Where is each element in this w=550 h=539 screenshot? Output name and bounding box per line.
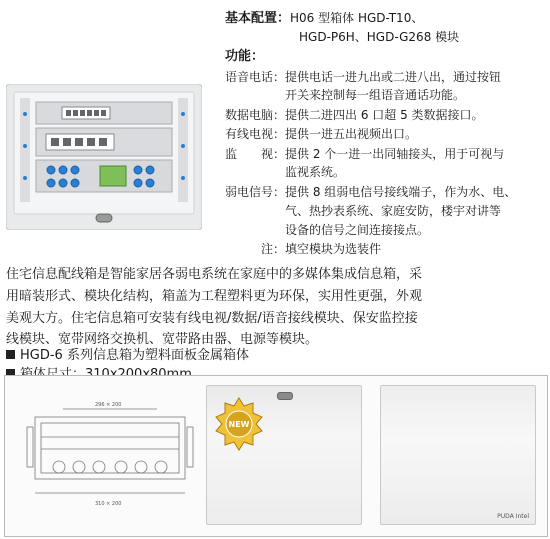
front-view-photo-plain [380,385,536,525]
spec-row-text: 监视系统。 [285,165,346,179]
description-line: 住宅信息配线箱是智能家居各弱电系统在家庭中的多媒体集成信息箱，采 [6,267,423,282]
function-label: 功能： [225,49,265,64]
spec-row-text: 气、热抄表系统、家庭安防，楼宇对讲等 [285,204,502,218]
spec-row [225,146,504,162]
spec-row-text: 提供 2 个一进一出同轴接头，用于可视与 [285,147,505,161]
spec-row-label: 有线电视： [225,127,286,141]
config-label: 基本配置： [225,11,291,26]
dim-label-top: 296 × 200 [95,402,122,408]
spec-row [225,184,516,200]
description-line: 美观大方。住宅信息箱可安装有线电视/数据/语音接线模块、保安监控接 [6,311,418,326]
bullet-item [6,347,249,365]
dim-label-bottom: 310 × 200 [95,501,122,507]
config-line-2-wrap [299,29,459,45]
spec-row [225,222,429,238]
description-line: 线模块、宽带网络交换机、宽带路由器、电源等模块。 [6,332,319,347]
spec-note [261,241,381,257]
config-line-2: HGD-P6H、HGD-G268 模块 [299,30,460,44]
spec-row-label: 语音电话： [225,70,286,84]
brand-tag: PUDA Intel [497,513,529,520]
spec-row-text: 提供一进五出视频出口。 [285,127,418,141]
product-photo [6,84,202,230]
new-badge-icon [211,396,267,454]
description-line: 用暗装形式、模块化结构，箱盖为工程塑料更为环保，实用性更强，外观 [6,289,423,304]
bullet-text: HGD-6 系列信息箱为塑料面板金属箱体 [20,348,249,363]
badge-text: NEW [228,420,250,429]
bottom-image-panel [4,375,548,537]
config-line-1: H06 型箱体 HGD-T10、 [290,11,424,25]
spec-row-label: 数据电脑： [225,108,286,122]
spec-row-text: 设备的信号之间连接接点。 [285,223,430,237]
config-block [225,10,423,27]
spec-row [225,164,345,180]
spec-row-text: 提供 8 组弱电信号接线端子，作为水、电、 [285,185,517,199]
spec-row [225,87,465,103]
spec-row [225,126,417,142]
spec-note-text: 填空模块为选装件 [285,242,382,256]
spec-row [225,69,501,85]
front-view-photo [206,385,362,525]
spec-row-text: 开关来控制每一组语音通话功能。 [285,88,466,102]
logo-icon [277,392,293,400]
spec-row-label: 监 视： [225,147,286,161]
spec-note-label: 注： [261,242,286,256]
spec-row-text: 提供二进四出 6 口超 5 类数据接口。 [285,108,484,122]
spec-row [225,107,484,123]
square-bullet-icon [6,350,15,359]
spec-row [225,203,501,219]
spec-row-text: 提供电话一进九出或二进八出，通过按钮 [285,70,502,84]
spec-row-label: 弱电信号： [225,185,286,199]
technical-drawing [17,393,199,515]
